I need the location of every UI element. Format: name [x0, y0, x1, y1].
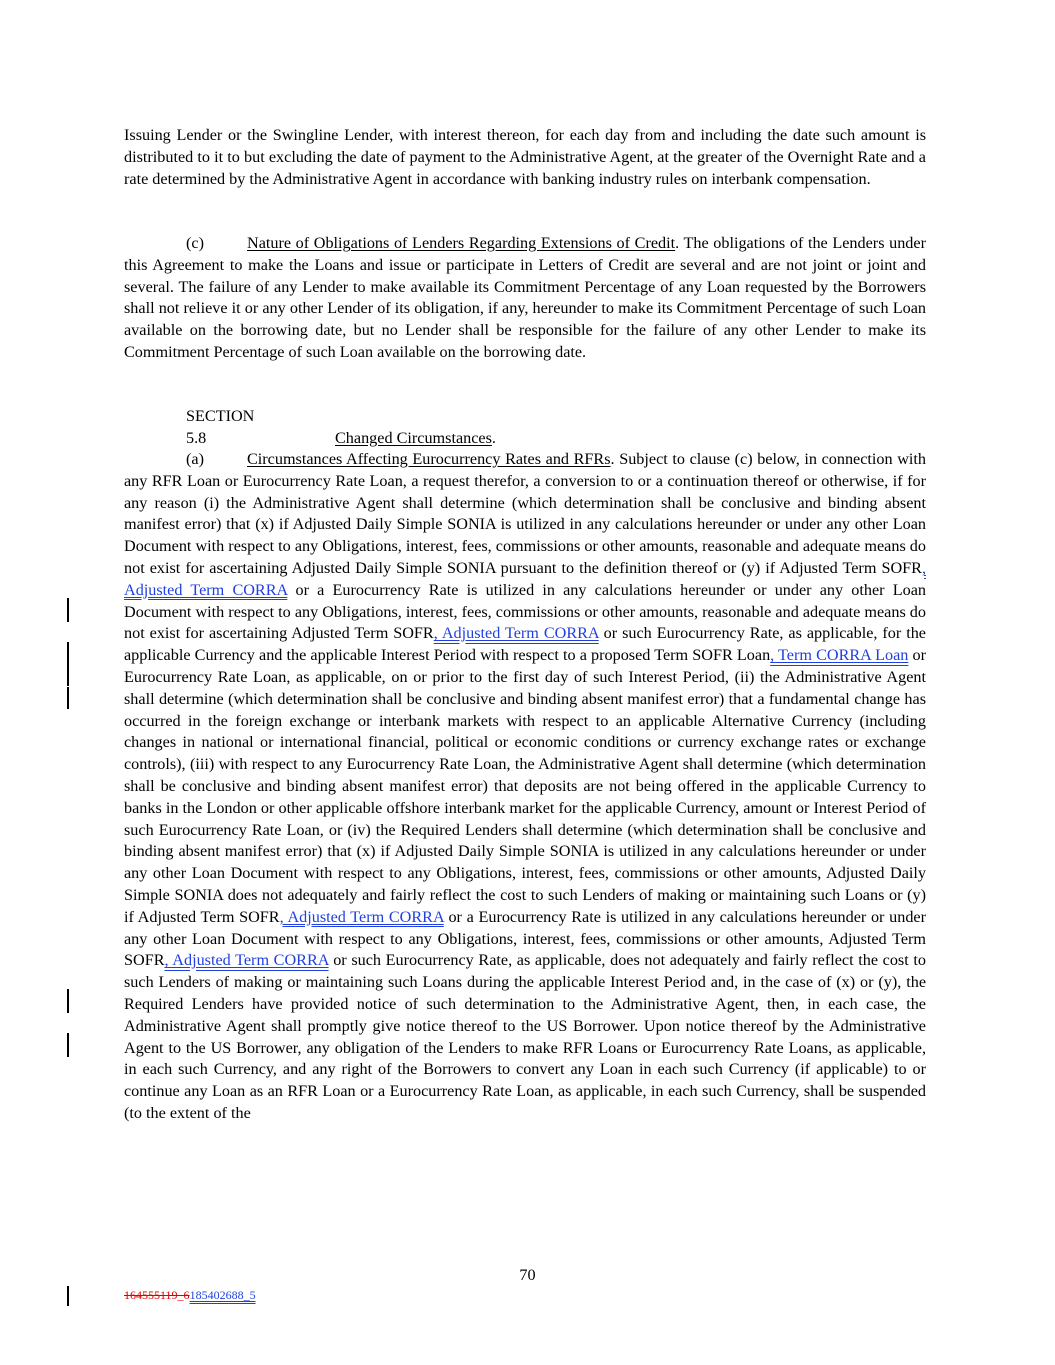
paragraph-text: Issuing Lender or the Swingline Lender, with interest thereon, for each day from and including the date such amount is distributed to it to but excluding the date of payment to the Administrative Agent, at the greater of the Overnight Rate and a rate determined by the Administrative Agent in accordance with banking industry rules on interbank compensation. [124, 126, 926, 188]
change-bar [67, 642, 69, 686]
paragraph-a [124, 449, 926, 1125]
section-title: Changed Circumstances [335, 428, 492, 447]
inserted-text: , Adjusted Term CORRA [124, 558, 926, 599]
paragraph-text: . The obligations of the Lenders under this Agreement to make the Loans and issue or participate in Letters of Credit are several and are not joint or joint and several. The failure of any Lender to make available its Commitment Percentage of any Loan requested by the Borrowers shall not relieve it or any other Lender of its obligation, if any, hereunder to make its Commitment Percentage of such Loan available on the borrowing date, but no Lender shall be responsible for the failure of any other Lender to make its Commitment Percentage of such Loan available on the borrowing date. [124, 234, 926, 361]
change-bar [67, 1033, 69, 1057]
clause-heading: Nature of Obligations of Lenders Regarding Extensions of Credit [247, 234, 676, 252]
clause-label: (a) [186, 450, 204, 468]
paragraph-continuation [124, 125, 926, 190]
change-bar [67, 1286, 69, 1306]
page-number: 70 [519, 1266, 536, 1284]
change-bar [67, 989, 69, 1013]
change-bar [67, 598, 69, 622]
paragraph-text: or such Eurocurrency Rate, as applicable, does not adequately and fairly reflect the cost to such Lenders of making or maintaining such Loans during the applicable Interest Period and, in the case of (x) or (y), the Required Lenders have provided notice of such determination to the Administrative Agent, then, in each case, the Administrative Agent shall promptly give notice thereof to the US Borrower. Upon notice thereof by the Administrative Agent to the US Borrower, any obligation of the Lenders to make RFR Loans or Eurocurrency Rate Loans, as applicable, in each such Currency, and any right of the Borrowers to convert any Loan in each such Currency (if applicable) to or continue any Loan as an RFR Loan or a Eurocurrency Rate Loan, as applicable, in each such Currency, shall be suspended (to the extent of the [124, 951, 926, 1122]
section-heading [124, 406, 926, 450]
paragraph-text: or such Eurocurrency Rate, as applicable, for the applicable Currency and the applicable Interest Period with respect to a proposed Term SOFR Loan [124, 624, 926, 665]
inserted-text: , Adjusted Term CORRA [279, 907, 444, 926]
change-bar [67, 687, 69, 709]
paragraph-text: . Subject to clause (c) below, in connection with any RFR Loan or Eurocurrency Rate Loan, a request therefor, a conversion to or a continuation thereof or otherwise, if for any reason (i) the Administrative Agent shall determine (which determination shall be conclusive and binding absent manifest error) that (x) if Adjusted Daily Simple SONIA is utilized in any calculations hereunder or under any other Loan Document with respect to any Obligations, interest, fees, commissions or other amounts, reasonable and adequate means do not exist for ascertaining Adjusted Daily Simple SONIA pursuant to the definition thereof or (y) if Adjusted Term SOFR [124, 450, 927, 577]
section-number: SECTION 5.8 [186, 407, 255, 447]
paragraph-text: or a Eurocurrency Rate is utilized in any calculations hereunder or under any other Loan Document with respect to any Obligations, interest, fees, commissions or other amounts, Adjusted Term SOFR [124, 907, 926, 970]
clause-label: (c) [186, 234, 204, 252]
clause-heading: Circumstances Affecting Eurocurrency Rates and RFRs [247, 450, 611, 468]
inserted-text: , Term CORRA Loan [770, 646, 909, 665]
inserted-doc-id: 185402688_5 [189, 1288, 256, 1302]
section-period: . [491, 428, 496, 447]
paragraph-text: or a Eurocurrency Rate is utilized in any calculations hereunder or under any other Loan Document with respect to any Obligations, interest, fees, commissions or other amounts, reasonable and adequate means do not exist for ascertaining Adjusted Term SOFR [124, 580, 926, 643]
deleted-doc-id: 164555119_6 [124, 1288, 190, 1302]
paragraph-c [124, 233, 926, 364]
inserted-text: , Adjusted Term CORRA [164, 951, 329, 970]
document-id [124, 1288, 256, 1302]
inserted-text: , Adjusted Term CORRA [433, 624, 599, 643]
paragraph-text: or Eurocurrency Rate Loan, as applicable, on or prior to the first day of such Interest Period, (ii) the Administrative Agent shall determine (which determination shall be conclusive and binding absent manifest error) that a fundamental change has occurred in the foreign exchange or interbank markets with respect to an applicable Alternative Currency (including changes in national or international financial, political or economic conditions or currency exchange rates or exchange controls), (iii) with respect to any Eurocurrency Rate Loan, the Administrative Agent shall determine (which determination shall be conclusive and binding absent manifest error) that deposits are not being offered in the applicable Currency to banks in the London or other applicable offshore interbank market for the applicable Currency, amount or Interest Period of such Eurocurrency Rate Loan, or (iv) the Required Lenders shall determine (which determination shall be conclusive and binding absent manifest error) that (x) if Adjusted Daily Simple SONIA is utilized in any calculations hereunder or under any other Loan Document with respect to any Obligations, interest, fees, commissions or other amounts, Adjusted Daily Simple SONIA does not adequately and fairly reflect the cost to such Lenders of making or maintaining such Loans or (y) if Adjusted Term SOFR [124, 646, 926, 926]
